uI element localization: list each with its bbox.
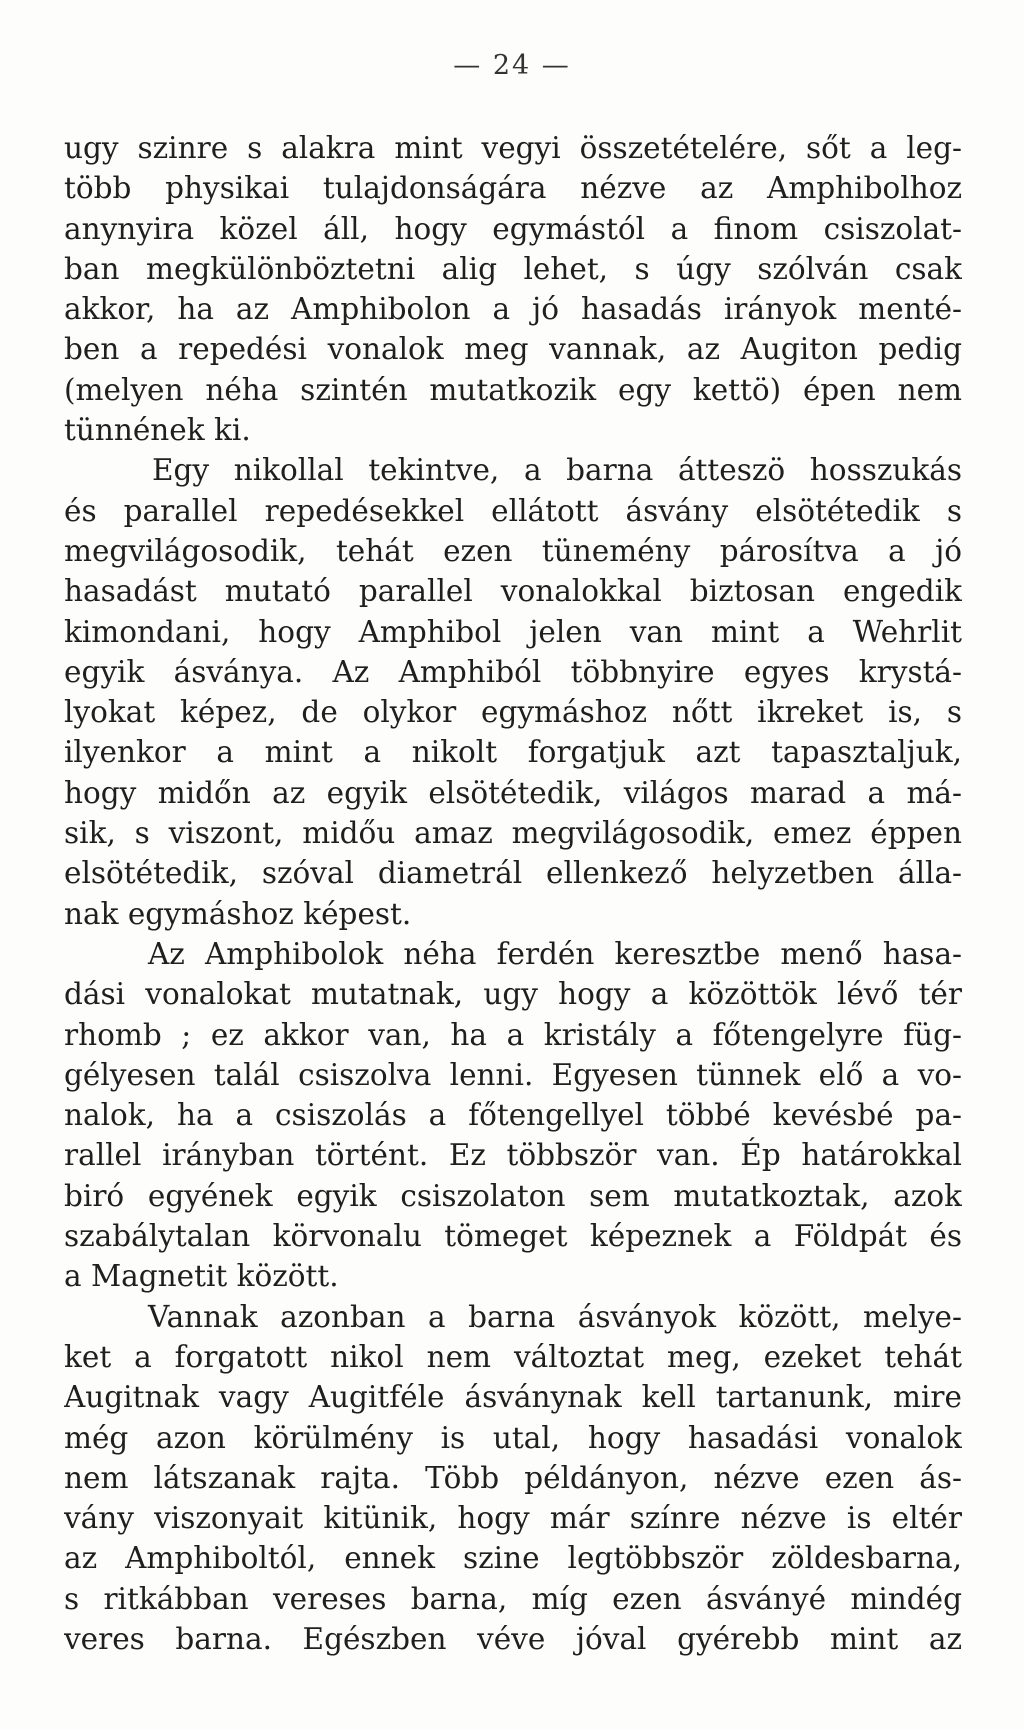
text-line: anynyira közel áll, hogy egymástól a finom csiszolat- <box>64 211 962 246</box>
text-line: biró egyének egyik csiszolaton sem mutatkoztak, azok <box>64 1178 962 1213</box>
text-line: vány viszonyait kitünik, hogy már színre nézve is eltér <box>64 1501 962 1536</box>
text-line: hasadást mutató parallel vonalokkal biztosan engedik <box>64 574 962 609</box>
text-line: tünnének ki. <box>64 413 251 448</box>
text-line: lyokat képez, de olykor egymáshoz nőtt ikreket is, s <box>64 695 962 730</box>
text-line: több physikai tulajdonságára nézve az Amphibolhoz <box>64 171 962 206</box>
text-line: a Magnetit között. <box>64 1259 339 1294</box>
text-line: Augitnak vagy Augitféle ásványnak kell tartanunk, mire <box>64 1380 962 1415</box>
text-line: rallel irányban történt. Ez többször van. Ép határokkal <box>64 1138 962 1173</box>
text-line: sik, s viszont, midőu amaz megvilágosodik, emez éppen <box>64 816 962 851</box>
text-line: szabálytalan körvonalu tömeget képeznek a Földpát és <box>64 1219 962 1254</box>
text-line: ugy szinre s alakra mint vegyi összetételére, sőt a leg- <box>64 131 962 165</box>
text-line: még azon körülmény is utal, hogy hasadási vonalok <box>64 1420 962 1455</box>
text-line: ban megkülönböztetni alig lehet, s úgy szólván csak <box>64 251 962 286</box>
text-line: (melyen néha szintén mutatkozik egy kettö) épen nem <box>64 372 962 407</box>
text-line: nem látszanak rajta. Több példányon, nézve ezen ás- <box>64 1460 962 1495</box>
body-text <box>64 128 962 1659</box>
text-line: elsötétedik, szóval diametrál ellenkező helyzetben álla- <box>64 856 962 891</box>
text-line: és parallel repedésekkel ellátott ásvány elsötétedik s <box>64 493 962 528</box>
text-line: ket a forgatott nikol nem változtat meg, ezeket tehát <box>64 1339 962 1374</box>
page-number: — 24 — <box>453 50 571 81</box>
text-line: nak egymáshoz képest. <box>64 896 412 931</box>
text-line: ilyenkor a mint a nikolt forgatjuk azt tapasztaljuk, <box>64 735 962 770</box>
text-line: veres barna. Egészben véve jóval gyérebb mint az <box>64 1621 962 1656</box>
text-line: megvilágosodik, tehát ezen tünemény párosítva a jó <box>64 533 962 568</box>
text-line: az Amphiboltól, ennek szine legtöbbször zöldesbarna, <box>64 1541 962 1576</box>
text-line: rhomb ; ez akkor van, ha a kristály a főtengelyre füg- <box>64 1017 962 1052</box>
text-line: hogy midőn az egyik elsötétedik, világos marad a má- <box>64 775 962 810</box>
text-line: s ritkábban vereses barna, míg ezen ásványé mindég <box>64 1581 962 1616</box>
text-line: dási vonalokat mutatnak, ugy hogy a közöttök lévő tér <box>64 977 962 1012</box>
text-line: nalok, ha a csiszolás a főtengellyel többé kevésbé pa- <box>64 1098 962 1133</box>
paragraph-start-line: Vannak azonban a barna ásványok között, melye- <box>148 1299 962 1334</box>
text-line: akkor, ha az Amphibolon a jó hasadás irányok menté- <box>64 292 962 327</box>
text-line: egyik ásványa. Az Amphiból többnyire egyes krystá- <box>64 654 962 689</box>
paragraph-start-line: Az Amphibolok néha ferdén keresztbe menő hasa- <box>148 936 962 971</box>
paragraph-start-line: Egy nikollal tekintve, a barna átteszö hosszukás <box>152 453 962 488</box>
text-line: ben a repedési vonalok meg vannak, az Augiton pedig <box>64 332 962 367</box>
text-line: gélyesen talál csiszolva lenni. Egyesen tünnek elő a vo- <box>64 1057 962 1092</box>
text-line: kimondani, hogy Amphibol jelen van mint a Wehrlit <box>64 614 962 649</box>
